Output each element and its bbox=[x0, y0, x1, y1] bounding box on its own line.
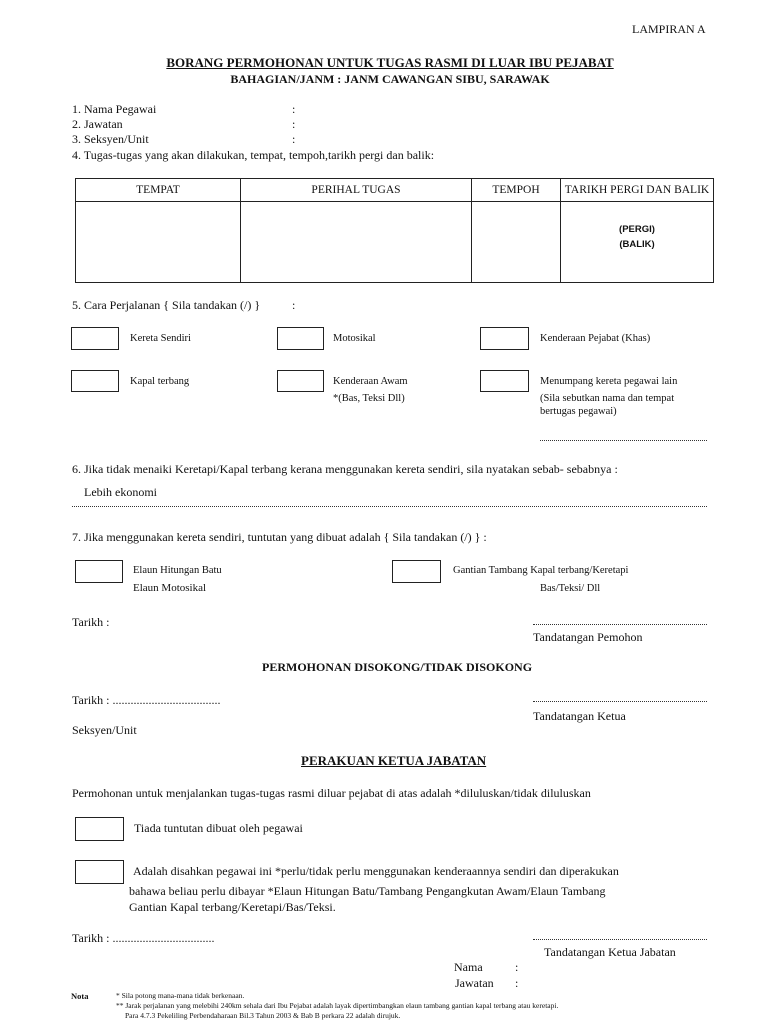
field-nama-label: 1. Nama Pegawai bbox=[72, 102, 157, 116]
option-disahkan-line3: Gantian Kapal terbang/Keretapi/Bas/Teksi. bbox=[129, 900, 336, 914]
seksyen-unit-label: Seksyen/Unit bbox=[72, 723, 137, 737]
section6-label: 6. Jika tidak menaiki Keretapi/Kapal terbang kerana menggunakan kereta sendiri, sila nyatakan sebab- sebabnya : bbox=[72, 462, 618, 476]
ketua-signature-line[interactable] bbox=[533, 701, 707, 702]
option-disahkan-line2: bahawa beliau perlu dibayar *Elaun Hitungan Batu/Tambang Pengangkutan Awam/Elaun Tambang bbox=[129, 884, 606, 898]
form-subtitle: BAHAGIAN/JANM : JANM CAWANGAN SIBU, SARAWAK bbox=[230, 72, 550, 86]
field-seksyen-label: 3. Seksyen/Unit bbox=[72, 132, 149, 146]
option-elaun-batu: Elaun Hitungan Batu bbox=[133, 565, 222, 576]
nota-line2: ** Jarak perjalanan yang melebihi 240km sehala dari Ibu Pejabat adalah layak dipertimbangkan elaun tambang gantian kapal terbang atau keretapi. bbox=[116, 1001, 559, 1010]
ketua-jabatan-signature-line[interactable] bbox=[533, 939, 707, 940]
field-seksyen-colon: : bbox=[292, 132, 296, 146]
header-tarikh: TARIKH PERGI DAN BALIK bbox=[561, 179, 714, 202]
header-perihal-tugas: PERIHAL TUGAS bbox=[241, 179, 472, 202]
tarikh-pemohon: Tarikh : bbox=[72, 615, 110, 629]
field-jawatan-colon: : bbox=[292, 117, 296, 131]
duty-table bbox=[75, 178, 714, 283]
cell-perihal-tugas[interactable] bbox=[241, 202, 472, 283]
option-kenderaan-pejabat: Kenderaan Pejabat (Khas) bbox=[540, 333, 651, 344]
section7-label: 7. Jika menggunakan kereta sendiri, tuntutan yang dibuat adalah { Sila tandakan (/) } : bbox=[72, 530, 487, 544]
section6-answer[interactable]: Lebih ekonomi bbox=[84, 485, 157, 499]
option-motosikal: Motosikal bbox=[333, 333, 376, 344]
nama-label: Nama bbox=[454, 960, 483, 974]
header-tempoh: TEMPOH bbox=[472, 179, 561, 202]
checkbox-menumpang[interactable] bbox=[480, 370, 529, 392]
cell-tempat[interactable] bbox=[76, 202, 241, 283]
option-menumpang-note2: bertugas pegawai) bbox=[540, 406, 617, 417]
option-kenderaan-awam: Kenderaan Awam bbox=[333, 376, 408, 387]
option-gantian-tambang-2: Bas/Teksi/ Dll bbox=[540, 583, 601, 594]
form-title: BORANG PERMOHONAN UNTUK TUGAS RASMI DI LUAR IBU PEJABAT bbox=[166, 55, 614, 70]
nama-colon: : bbox=[515, 960, 519, 974]
balik-label: (BALIK) bbox=[619, 239, 655, 250]
option-menumpang-note1: (Sila sebutkan nama dan tempat bbox=[540, 393, 675, 404]
perakuan-statement: Permohonan untuk menjalankan tugas-tugas rasmi diluar pejabat di atas adalah *diluluskan/tidak diluluskan bbox=[72, 786, 591, 800]
checkbox-kapal-terbang[interactable] bbox=[71, 370, 119, 392]
section6-line bbox=[72, 506, 707, 507]
tandatangan-ketua: Tandatangan Ketua bbox=[533, 709, 626, 723]
option-disahkan-line1: Adalah disahkan pegawai ini *perlu/tidak perlu menggunakan kenderaannya sendiri dan diperakukan bbox=[133, 864, 619, 878]
tandatangan-ketua-jabatan: Tandatangan Ketua Jabatan bbox=[544, 945, 676, 959]
section5-colon: : bbox=[292, 298, 296, 312]
nota-line3: Para 4.7.3 Pekeliling Perbendaharaan Bil.3 Tahun 2003 & Bab B perkara 22 adalah dirujuk. bbox=[125, 1011, 401, 1020]
checkbox-kenderaan-awam[interactable] bbox=[277, 370, 324, 392]
nota-line1: * Sila potong mana-mana tidak berkenaan. bbox=[116, 991, 245, 1000]
perakuan-heading: PERAKUAN KETUA JABATAN bbox=[301, 753, 487, 768]
option-kenderaan-awam-note: *(Bas, Teksi Dll) bbox=[333, 393, 405, 404]
option-gantian-tambang: Gantian Tambang Kapal terbang/Keretapi bbox=[453, 565, 629, 576]
field-tugas-label: 4. Tugas-tugas yang akan dilakukan, tempat, tempoh,tarikh pergi dan balik: bbox=[72, 148, 435, 162]
checkbox-kenderaan-pejabat[interactable] bbox=[480, 327, 529, 350]
header-tempat: TEMPAT bbox=[76, 179, 241, 202]
checkbox-gantian-tambang[interactable] bbox=[392, 560, 441, 583]
option-elaun-motosikal: Elaun Motosikal bbox=[133, 582, 207, 594]
jawatan-colon: : bbox=[515, 976, 519, 990]
menumpang-name-line[interactable] bbox=[540, 440, 707, 441]
nota-label: Nota bbox=[71, 991, 89, 1001]
option-menumpang: Menumpang kereta pegawai lain bbox=[540, 376, 678, 387]
tarikh-ketua-jabatan: Tarikh : .................................. bbox=[72, 931, 215, 945]
lampiran-label: LAMPIRAN A bbox=[632, 22, 706, 36]
field-jawatan-label: 2. Jawatan bbox=[72, 117, 123, 131]
checkbox-kereta-sendiri[interactable] bbox=[71, 327, 119, 350]
checkbox-motosikal[interactable] bbox=[277, 327, 324, 350]
disokong-heading: PERMOHONAN DISOKONG/TIDAK DISOKONG bbox=[262, 660, 533, 674]
checkbox-elaun-batu[interactable] bbox=[75, 560, 123, 583]
pemohon-signature-line[interactable] bbox=[533, 624, 707, 625]
tandatangan-pemohon: Tandatangan Pemohon bbox=[533, 630, 643, 644]
field-nama-colon: : bbox=[292, 102, 296, 116]
checkbox-tiada-tuntutan[interactable] bbox=[75, 817, 124, 841]
checkbox-disahkan[interactable] bbox=[75, 860, 124, 884]
cell-tempoh[interactable] bbox=[472, 202, 561, 283]
option-kereta-sendiri: Kereta Sendiri bbox=[130, 333, 191, 344]
section5-label: 5. Cara Perjalanan { Sila tandakan (/) } bbox=[72, 298, 261, 312]
option-kapal-terbang: Kapal terbang bbox=[130, 376, 190, 387]
pergi-label: (PERGI) bbox=[619, 224, 655, 235]
cell-tarikh[interactable] bbox=[561, 202, 714, 283]
jawatan-label: Jawatan bbox=[455, 976, 494, 990]
option-tiada-tuntutan: Tiada tuntutan dibuat oleh pegawai bbox=[134, 821, 303, 835]
tarikh-ketua: Tarikh : .................................... bbox=[72, 693, 221, 707]
